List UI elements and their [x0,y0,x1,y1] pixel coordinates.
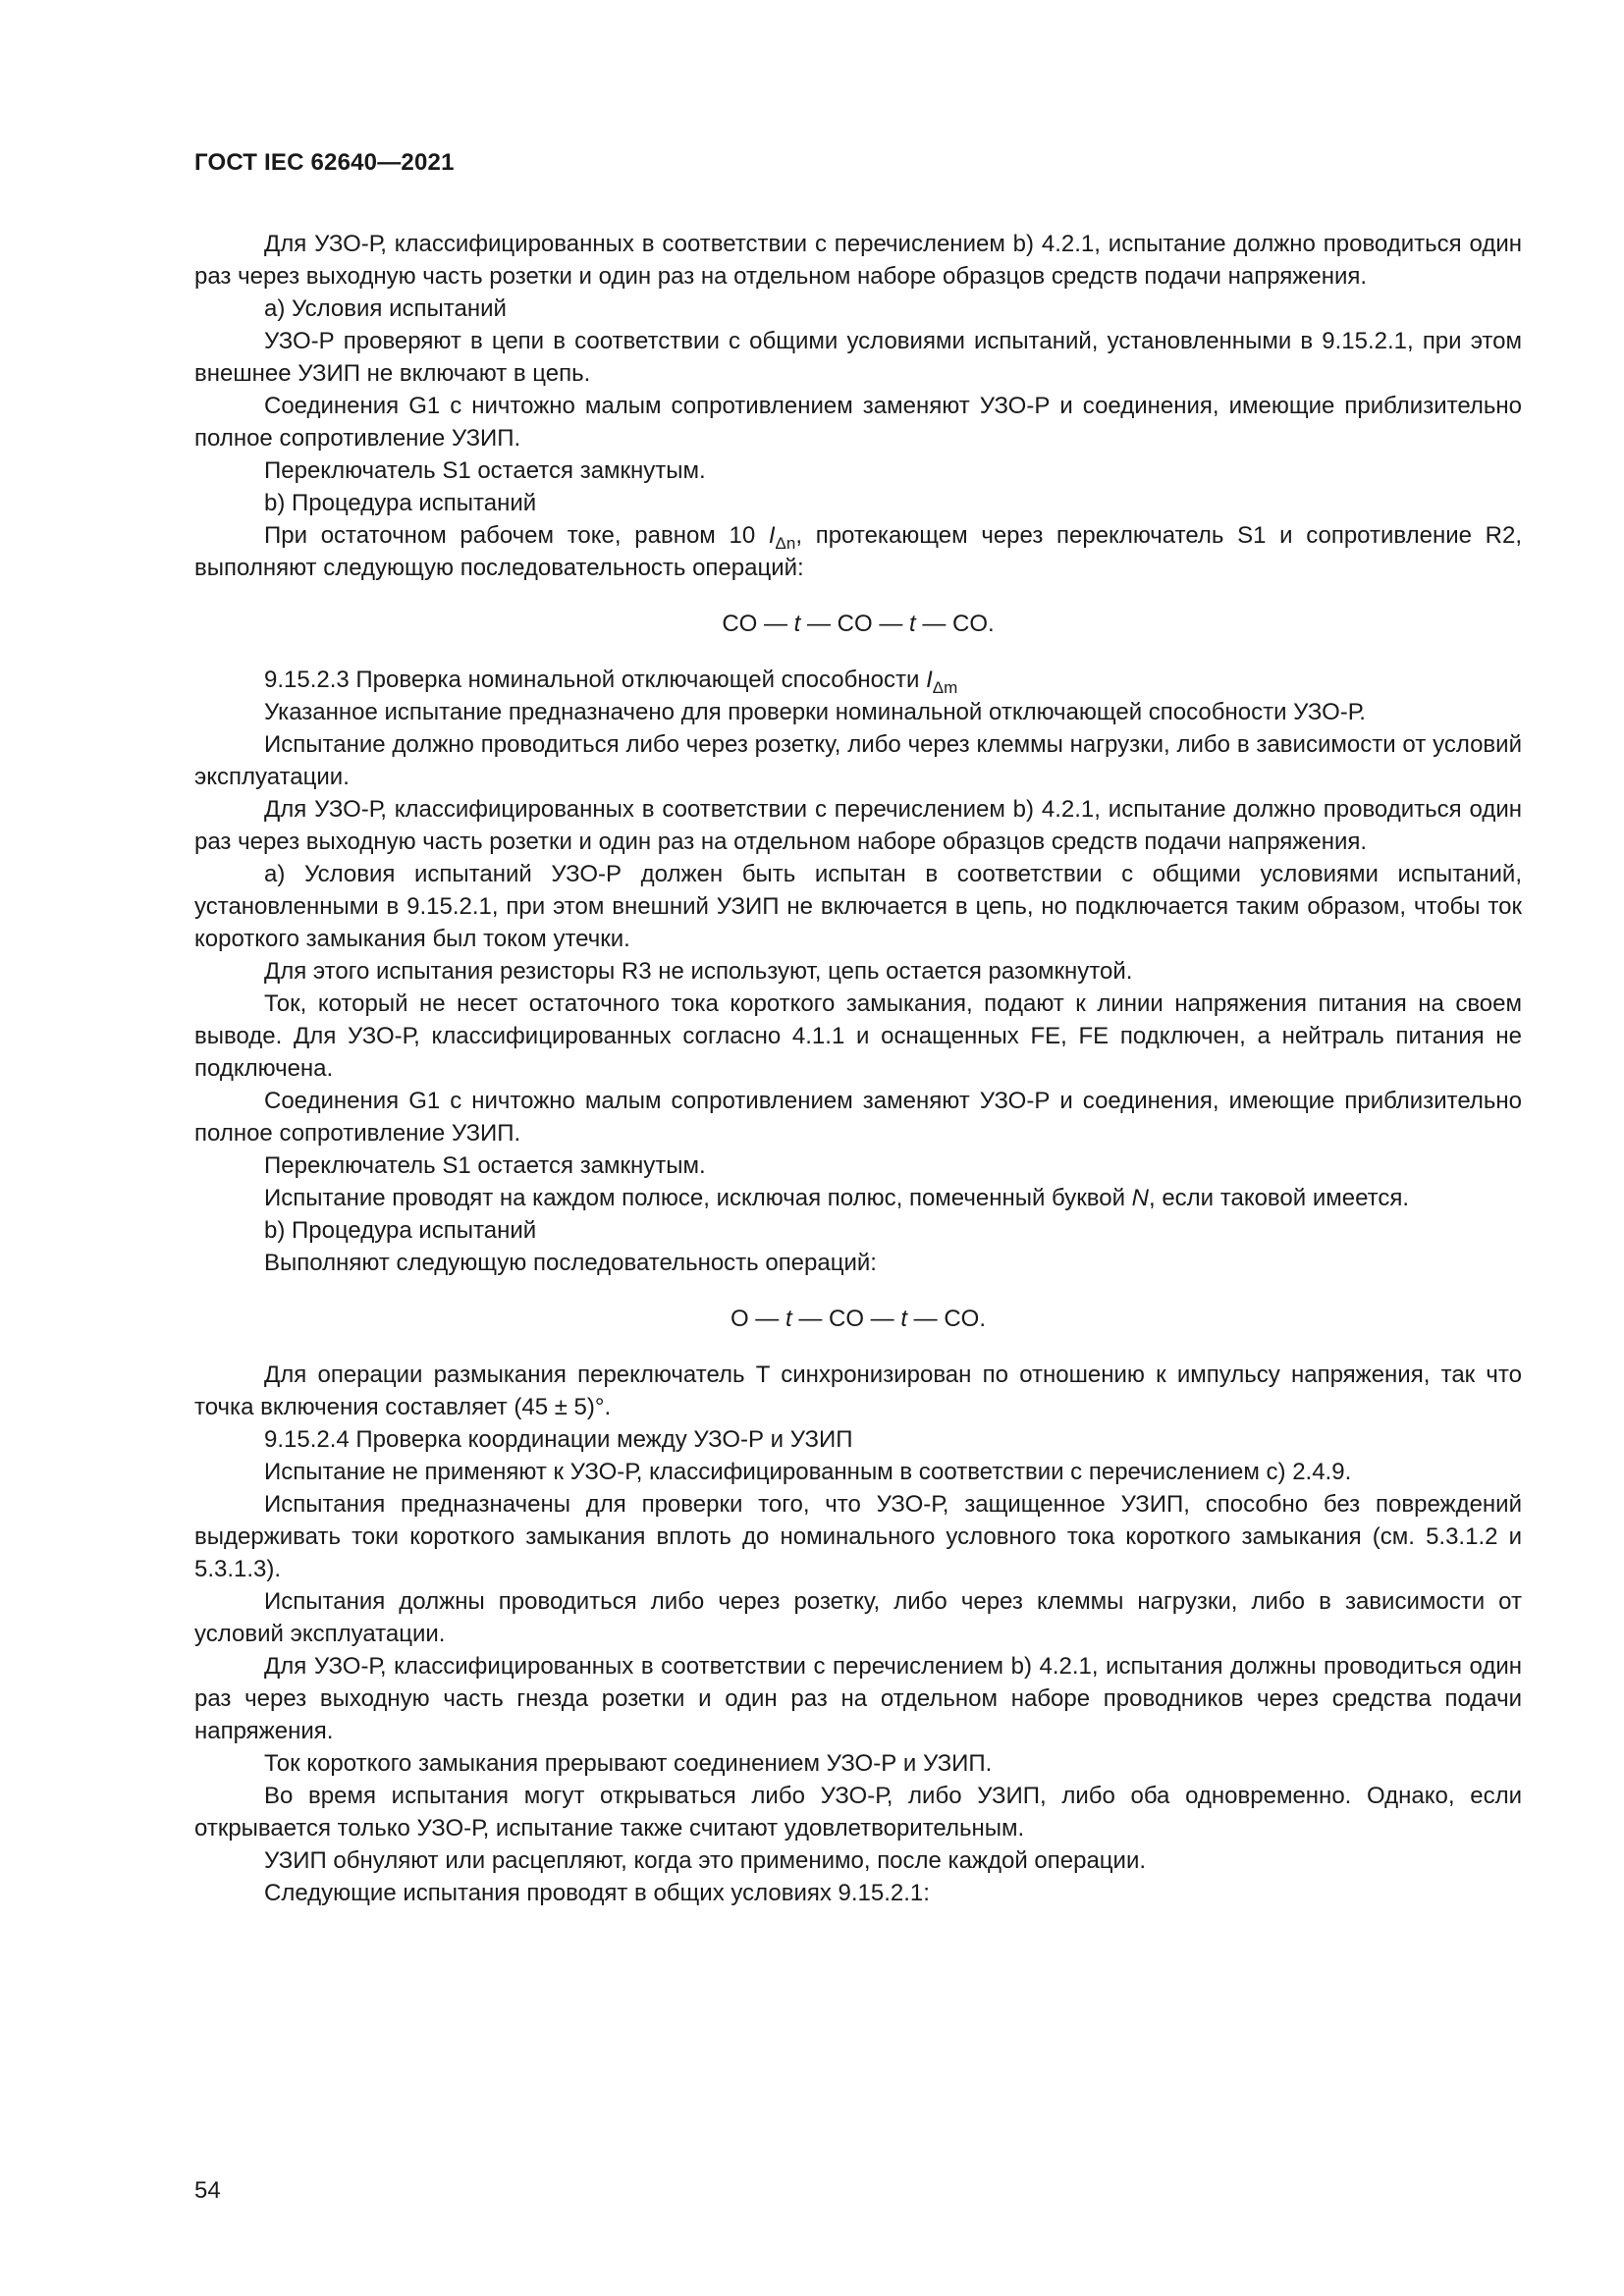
paragraph: Для операции размыкания переключатель T синхронизирован по отношению к импульсу напряжения, так что точка включения составляет (45 ± 5)°. [194,1362,1522,1420]
paragraph: Для этого испытания резисторы R3 не используют, цепь остается разомкнутой. [264,958,1133,985]
paragraph: УЗО-Р проверяют в цепи в соответствии с общими условиями испытаний, установленными в 9.15.2.1, при этом внешнее УЗИП не включают в цепь. [194,328,1522,387]
section-heading: 9.15.2.3 Проверка номинальной отключающей способности $I_{\Delta m}$ [264,667,958,697]
paragraph: Испытание проводят на каждом полюсе, исключая полюс, помеченный буквой N, если таковой имеется. [264,1185,1410,1211]
paragraph: Испытание не применяют к УЗО-Р, классифицированным в соответствии с перечислением c) 2.4.9. [264,1459,1352,1485]
paragraph: Указанное испытание предназначено для проверки номинальной отключающей способности УЗО-Р. [264,699,1366,725]
list-item-heading: b) Процедура испытаний [264,1217,537,1244]
paragraph: Для УЗО-Р, классифицированных в соответствии с перечислением b) 4.2.1, испытание должно проводиться один раз через выходную часть розетки и один раз на отдельном наборе образцов средств подачи напряжения. [194,796,1522,855]
paragraph: a) Условия испытаний УЗО-Р должен быть испытан в соответствии с общими условиями испытаний, установленными в 9.15.2.1, при этом внешний УЗИП не включается в цепь, но подключается таким образом, чтобы ток короткого замыкания был током утечки. [194,861,1522,952]
paragraph: Для УЗО-Р, классифицированных в соответствии с перечислением b) 4.2.1, испытание должно проводиться один раз через выходную часть розетки и один раз на отдельном наборе образцов средств подачи напряжения. [194,231,1522,290]
paragraph: УЗИП обнуляют или расцепляют, когда это применимо, после каждой операции. [264,1847,1147,1874]
paragraph: Испытание должно проводиться либо через розетку, либо через клеммы нагрузки, либо в зависимости от условий эксплуатации. [194,731,1522,790]
paragraph: Ток короткого замыкания прерывают соединением УЗО-Р и УЗИП. [264,1750,993,1777]
paragraph: Для УЗО-Р, классифицированных в соответствии с перечислением b) 4.2.1, испытания должны проводиться один раз через выходную часть гнезда розетки и один раз на отдельном наборе проводников через средства подачи напряжения. [194,1653,1522,1744]
paragraph: Выполняют следующую последовательность операций: [264,1250,877,1276]
formula-sequence: O — t — CO — t — CO. [730,1306,987,1332]
list-item-heading: b) Процедура испытаний [264,490,537,516]
document-header: ГОСТ IEC 62640—2021 [194,149,455,176]
paragraph: Следующие испытания проводят в общих условиях 9.15.2.1: [264,1880,930,1906]
paragraph: Переключатель S1 остается замкнутым. [264,1152,706,1179]
paragraph: Соединения G1 с ничтожно малым сопротивлением заменяют УЗО-Р и соединения, имеющие приблизительно полное сопротивление УЗИП. [194,393,1522,452]
document-body [194,228,1522,1909]
paragraph: Переключатель S1 остается замкнутым. [264,457,706,484]
paragraph: При остаточном рабочем токе, равном 10 $I_{\Delta n}$, протекающем через переключатель S1 и сопротивление R2, выполняют следующую последовательность операций: [194,522,1522,581]
page-number: 54 [194,2177,221,2204]
list-item-heading: a) Условия испытаний [264,295,507,322]
formula-sequence: CO — t — CO — t — CO. [722,611,995,637]
paragraph: Соединения G1 с ничтожно малым сопротивлением заменяют УЗО-Р и соединения, имеющие приблизительно полное сопротивление УЗИП. [194,1088,1522,1147]
paragraph: Испытания предназначены для проверки того, что УЗО-Р, защищенное УЗИП, способно без повреждений выдерживать токи короткого замыкания вплоть до номинального условного тока короткого замыкания (см. 5.3.1.2 и 5.3.1.3). [194,1491,1522,1582]
paragraph: Испытания должны проводиться либо через розетку, либо через клеммы нагрузки, либо в зависимости от условий эксплуатации. [194,1588,1522,1647]
paragraph: Во время испытания могут открываться либо УЗО-Р, либо УЗИП, либо оба одновременно. Однако, если открывается только УЗО-Р, испытание также считают удовлетворительным. [194,1783,1522,1842]
paragraph: Ток, который не несет остаточного тока короткого замыкания, подают к линии напряжения питания на своем выводе. Для УЗО-Р, классифицированных согласно 4.1.1 и оснащенных FE, FE подключен, а нейтраль питания не подключена. [194,990,1522,1082]
section-heading: 9.15.2.4 Проверка координации между УЗО-Р и УЗИП [264,1426,853,1453]
